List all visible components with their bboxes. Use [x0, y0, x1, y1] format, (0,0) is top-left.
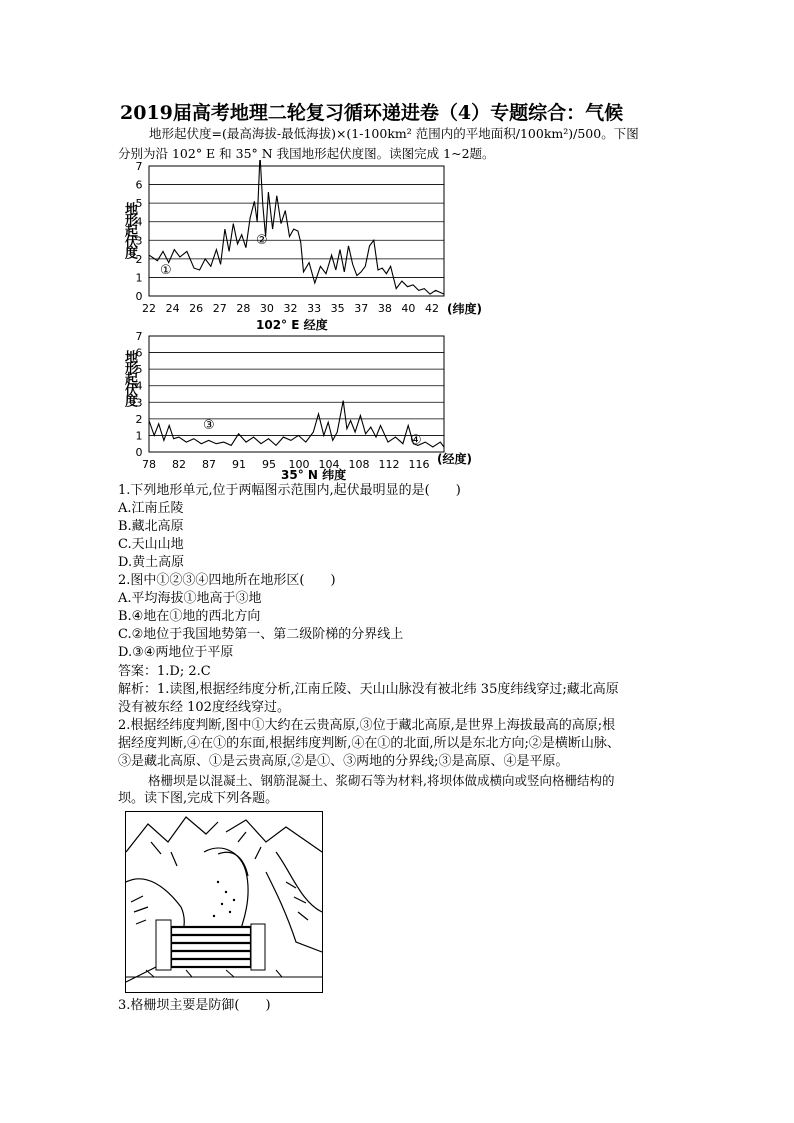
x-tick-label: 37 — [354, 302, 369, 315]
analysis-line: 解析：1.读图,根据经纬度分析,江南丘陵、天山山脉没有被北纬 35度纬线穿过;藏北高原 — [118, 682, 619, 697]
y-tick-label: 6 — [135, 178, 143, 192]
x-tick-label: 30 — [259, 302, 274, 315]
q1-option-b: B.藏北高原 — [118, 519, 184, 534]
x-tick-label: 104 — [318, 458, 340, 471]
x-tick-label: 95 — [262, 458, 276, 471]
x-tick-label: 78 — [142, 458, 156, 471]
x-tick-label: 87 — [202, 458, 216, 471]
q2-stem: 2.图中①②③④四地所在地形区( ) — [118, 573, 336, 588]
y-tick-label: 7 — [135, 160, 143, 173]
chart-102e — [115, 160, 495, 335]
grid-dam-illustration — [125, 811, 323, 993]
intro-line-2: 分别为沿 102° E 和 35° N 我国地形起伏度图。读图完成 1~2题。 — [118, 146, 495, 161]
y-tick-label: 4 — [135, 215, 143, 229]
x-tick-label: 27 — [212, 302, 227, 315]
q1-option-d: D.黄土高原 — [118, 555, 185, 570]
x-tick-label: 112 — [378, 458, 400, 471]
analysis-line: ③是藏北高原、①是云贵高原,②是①、③两地的分界线;③是高原、④是平原。 — [118, 754, 569, 769]
x-unit-label: (经度) — [437, 452, 472, 466]
x-tick-label: 91 — [232, 458, 246, 471]
annotation-2: ② — [256, 233, 268, 248]
series-line — [149, 401, 444, 447]
analysis-line: 没有被东经 102度经线穿过。 — [118, 700, 290, 715]
page-title: 2019届高考地理二轮复习循环递进卷（4）专题综合：气候 — [120, 102, 624, 124]
y-tick-label: 3 — [135, 234, 143, 248]
q2-option-c: C.②地位于我国地势第一、第二级阶梯的分界线上 — [118, 627, 404, 642]
y-tick-label: 1 — [135, 271, 143, 285]
series-line — [149, 160, 444, 294]
x-tick-label: 42 — [425, 302, 439, 315]
annotation-4: ④ — [410, 433, 422, 448]
x-tick-label: 82 — [172, 458, 186, 471]
x-tick-label: 24 — [165, 302, 180, 315]
analysis-line: 2.根据经纬度判断,图中①大约在云贵高原,③位于藏北高原,是世界上海拔最高的高原;根 — [118, 718, 616, 733]
analysis-line: 据经度判断,④在①的东面,根据纬度判断,④在①的北面,所以是东北方向;②是横断山脉、 — [118, 736, 620, 751]
x-unit-label: (纬度) — [447, 302, 482, 316]
x-tick-label: 40 — [401, 302, 416, 315]
q1-stem: 1.下列地形单元,位于两幅图示范围内,起伏最明显的是( ) — [118, 483, 461, 498]
x-ticks — [142, 302, 439, 315]
q2-option-d: D.③④两地位于平原 — [118, 645, 234, 660]
x-tick-label: 116 — [408, 458, 430, 471]
x-tick-label: 26 — [189, 302, 204, 315]
x-tick-label: 38 — [377, 302, 392, 315]
x-tick-label: 22 — [142, 302, 156, 315]
x-tick-label: 28 — [236, 302, 251, 315]
q2-option-b: B.④地在①地的西北方向 — [118, 609, 261, 624]
y-tick-label: 1 — [135, 429, 143, 443]
q2-option-a: A.平均海拔①地高于③地 — [118, 591, 262, 606]
chart-35n — [115, 332, 495, 484]
x-tick-label: 33 — [307, 302, 322, 315]
y-tick-label: 0 — [135, 446, 143, 459]
y-tick-label: 5 — [135, 197, 143, 211]
x-tick-label: 100 — [288, 458, 310, 471]
q1-option-c: C.天山山地 — [118, 537, 184, 552]
dam-sketch — [126, 812, 322, 992]
answer: 答案：1.D; 2.C — [118, 664, 211, 679]
annotation-3: ③ — [203, 418, 215, 433]
x-tick-label: 35 — [330, 302, 345, 315]
plot-frame — [149, 336, 444, 452]
x-axis-title: 102° E 经度 — [256, 318, 328, 332]
y-tick-label: 4 — [135, 379, 143, 393]
intro-line-1: 地形起伏度=(最高海拔-最低海拔)×(1-100km² 范围内的平地面积/100km²)/500。下图 — [149, 126, 639, 141]
y-tick-label: 6 — [135, 346, 143, 360]
grid — [149, 166, 444, 296]
q3-stem: 3.格栅坝主要是防御( ) — [118, 998, 271, 1013]
y-tick-label: 0 — [135, 290, 143, 303]
y-tick-label: 3 — [135, 396, 143, 410]
passage-line-2: 坝。读下图,完成下列各题。 — [118, 791, 279, 806]
y-axis-title-1: 地形起伏度 — [122, 202, 137, 257]
passage-line-1: 格栅坝是以混凝土、钢筋混凝土、浆砌石等为材料,将坝体做成横向或竖向格栅结构的 — [148, 773, 615, 788]
grid — [149, 336, 444, 452]
y-tick-label: 7 — [135, 332, 143, 343]
plot-frame — [149, 166, 444, 296]
q1-option-a: A.江南丘陵 — [118, 501, 184, 516]
x-tick-label: 108 — [348, 458, 370, 471]
annotation-1: ① — [160, 263, 172, 278]
y-tick-label: 5 — [135, 363, 143, 377]
y-tick-label: 2 — [135, 252, 143, 266]
y-axis-title-2: 地形起伏度 — [122, 350, 137, 405]
y-tick-label: 2 — [135, 412, 143, 426]
x-axis-title: 35° N 纬度 — [281, 468, 347, 482]
x-tick-label: 32 — [283, 302, 298, 315]
